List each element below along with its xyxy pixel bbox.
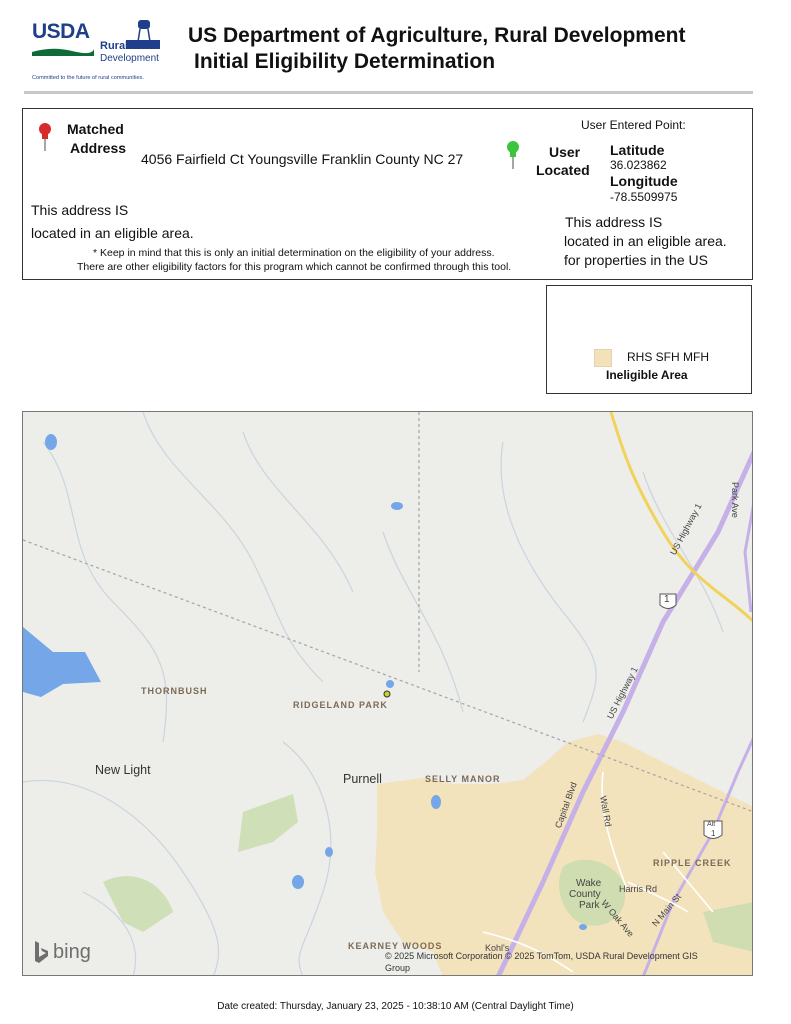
ineligible-area-swatch xyxy=(594,349,612,367)
logo-swoosh-icon xyxy=(32,46,94,56)
legend-layer-label: RHS SFH MFH xyxy=(627,350,709,364)
street-label-w-oak-ave: W Oak Ave xyxy=(599,898,636,939)
latitude-value: 36.023862 xyxy=(610,158,667,172)
longitude-value: -78.5509975 xyxy=(610,190,678,204)
water-tower-icon xyxy=(126,18,160,52)
street-label-n-main-st: N Main St xyxy=(650,891,684,929)
place-label-kohls: Kohl's xyxy=(485,943,510,953)
address-marker xyxy=(384,691,390,697)
bing-logo-icon xyxy=(33,941,49,965)
matched-address-pin-icon xyxy=(37,121,53,151)
usda-logo xyxy=(32,18,166,86)
disclaimer-line-1: * Keep in mind that this is only an initial determination on the eligibility of your address. xyxy=(93,247,495,259)
street-label-capital-blvd: Capital Blvd xyxy=(553,780,579,830)
user-entered-point-label: User Entered Point: xyxy=(581,118,686,132)
street-label-harris-rd: Harris Rd xyxy=(619,884,658,894)
eligibility-info-box xyxy=(22,108,753,280)
street-label-park-ave: Park Ave xyxy=(730,482,740,518)
map-copyright-line-1: © 2025 Microsoft Corporation © 2025 TomTom, USDA Rural Development GIS xyxy=(385,951,698,961)
page-subtitle: Initial Eligibility Determination xyxy=(194,50,496,73)
matched-address-value: 4056 Fairfield Ct Youngsville Franklin County NC 27 xyxy=(141,151,464,167)
right-result-line-1: This address IS xyxy=(565,214,663,230)
legend-area-label: Ineligible Area xyxy=(606,368,688,382)
place-label-ridgeland-park: RIDGELAND PARK xyxy=(293,700,388,710)
eligibility-map[interactable] xyxy=(22,411,753,976)
user-located-pin-icon xyxy=(505,139,521,169)
alt-route-shield-alt-label: Alt xyxy=(707,821,716,828)
longitude-label: Longitude xyxy=(610,173,678,189)
right-result-line-3: for properties in the US xyxy=(564,252,708,268)
place-label-new-light: New Light xyxy=(95,763,151,777)
matched-label: Matched xyxy=(67,121,124,137)
located-label: Located xyxy=(536,162,590,178)
disclaimer-line-2: There are other eligibility factors for this program which cannot be confirmed through this tool. xyxy=(77,261,512,273)
bing-logo-text: bing xyxy=(53,941,91,963)
place-label-kearney-woods: KEARNEY WOODS xyxy=(348,941,443,951)
address-label: Address xyxy=(70,140,127,156)
place-label-wake-1: Wake xyxy=(576,878,602,889)
place-label-purnell: Purnell xyxy=(343,772,382,786)
logo-rural-text: Rural xyxy=(100,40,129,52)
street-label-us-highway-1-upper: US Highway 1 xyxy=(668,501,704,557)
street-label-us-highway-1-lower: US Highway 1 xyxy=(605,665,640,721)
map-copyright-line-2: Group xyxy=(385,963,411,973)
place-label-selly-manor: SELLY MANOR xyxy=(425,774,501,784)
page-title: US Department of Agriculture, Rural Development xyxy=(188,24,686,47)
user-label: User xyxy=(549,144,581,160)
place-label-ripple-creek: RIPPLE CREEK xyxy=(653,858,732,868)
map-legend xyxy=(546,285,752,394)
street-label-wall-rd: Wall Rd xyxy=(598,795,614,828)
alt-route-shield-number-label: 1 xyxy=(711,829,716,838)
date-created-footer: Date created: Thursday, January 23, 2025 - 10:38:10 AM (Central Daylight Time) xyxy=(217,1001,574,1012)
left-result-line-2: located in an eligible area. xyxy=(31,225,194,241)
header-divider xyxy=(24,91,753,94)
us-route-1-shield-label: 1 xyxy=(664,594,670,605)
place-label-wake-3: Park xyxy=(579,900,600,911)
logo-development-text: Development xyxy=(100,53,159,64)
place-label-wake-2: County xyxy=(569,889,601,900)
right-result-line-2: located in an eligible area. xyxy=(564,233,727,249)
ineligible-area-region xyxy=(375,734,753,976)
right-edge-road xyxy=(745,502,753,612)
latitude-label: Latitude xyxy=(610,142,665,158)
logo-usda-text: USDA xyxy=(32,20,90,43)
left-result-line-1: This address IS xyxy=(31,202,129,218)
logo-tagline: Committed to the future of rural communities. xyxy=(32,75,144,81)
place-label-thornbush: THORNBUSH xyxy=(141,686,208,696)
